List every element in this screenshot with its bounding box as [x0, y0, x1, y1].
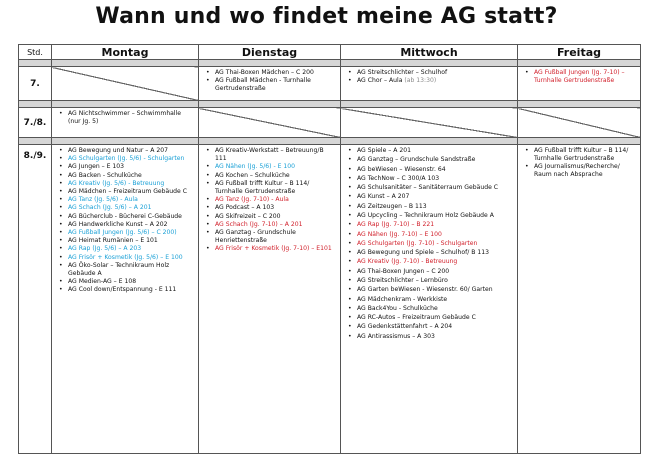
separator-row: [19, 101, 641, 108]
ag-entry: [357, 333, 514, 341]
ag-entry-text: AG Cool down/Entspannung - E 111: [68, 286, 177, 294]
ag-entry-text: AG Handwerkliche Kunst – A 202: [68, 220, 168, 228]
ag-entry-text: AG Kunst – A 207: [357, 193, 410, 201]
ag-entry: [357, 203, 514, 211]
ag-entry: [357, 286, 514, 294]
ag-entry-text: AG Jungen – E 103: [68, 163, 125, 171]
ag-entry-note: (ab 13:30): [404, 77, 437, 85]
ag-entry: [357, 258, 514, 266]
ag-entry: [357, 147, 514, 155]
ag-entry: [68, 278, 195, 286]
ag-entry-text: AG Mädchenkram - Werkkiste: [357, 295, 448, 303]
ag-entry-text: AG Thai-Boxen Jungen – C 200: [357, 267, 450, 275]
schedule-table: [18, 44, 641, 454]
cell-monday: [52, 108, 199, 138]
ag-entry-text: AG Schulgarten (Jg. 7-10) - Schulgarten: [357, 239, 478, 247]
ag-entry-text: AG Chor – Aula: [357, 77, 403, 85]
ag-entry-text: AG Streitschlichter – Schulhof: [357, 69, 448, 76]
ag-entry: [215, 213, 337, 221]
ag-entry-text: AG Schach (Jg. 7-10) – A 201: [215, 220, 303, 228]
ag-entry-text: AG beWiesen – Wiesenstr. 64: [357, 165, 446, 173]
ag-entry-text: AG Medien-AG – E 108: [68, 278, 137, 286]
ag-entry: [357, 212, 514, 220]
header-monday: Montag: [52, 45, 199, 60]
ag-entry: [68, 155, 195, 163]
row-period-89: [19, 145, 641, 454]
ag-entry: [215, 180, 337, 196]
ag-entry: [68, 229, 195, 237]
ag-entry-text: AG Gedenkstättenfahrt – A 204: [357, 323, 453, 331]
cell-wednesday: [341, 67, 518, 101]
cell-monday: [52, 145, 199, 454]
ag-entry-text: AG Fußball trifft Kultur – B 114/ Turnhalle Gertrudenstraße: [534, 147, 629, 163]
ag-entry: [357, 77, 514, 85]
ag-entry-text: AG Thai-Boxen Mädchen – C 200: [215, 69, 314, 76]
ag-entry-text: AG Backen - Schulküche: [68, 171, 142, 179]
ag-entry-text: AG Schulsanitäter – Sanitäterraum Gebäude C: [357, 184, 499, 192]
ag-entry: [68, 262, 195, 278]
empty-cell: [52, 67, 199, 101]
ag-entry: [68, 110, 195, 126]
ag-entry-text: AG Mädchen – Freizeitraum Gebäude C: [68, 188, 187, 196]
ag-entry: [534, 147, 637, 163]
ag-list: [199, 147, 340, 254]
ag-entry: [357, 314, 514, 322]
ag-entry-text: AG Podcast – A 103: [215, 204, 275, 212]
ag-entry: [215, 172, 337, 180]
ag-entry-text: AG Nähen (Jg. 5/6) - E 100: [215, 163, 296, 171]
ag-list: [199, 69, 340, 93]
empty-cell: [341, 108, 518, 138]
ag-entry: [357, 231, 514, 239]
row-period-7: [19, 67, 641, 101]
ag-entry-text: AG Skifreizeit – C 200: [215, 212, 281, 220]
ag-entry: [215, 229, 337, 245]
ag-entry: [357, 166, 514, 174]
ag-entry: [357, 240, 514, 248]
page-title: Wann und wo findet meine AG statt?: [95, 4, 558, 29]
ag-entry: [68, 254, 195, 262]
ag-entry: [68, 196, 195, 204]
ag-entry-text: AG Streitschlichter – Lernbüro: [357, 276, 448, 284]
ag-entry-text: AG Rap (Jg. 5/6) – A 203: [68, 245, 142, 253]
ag-entry: [357, 184, 514, 192]
ag-entry-text: AG Kreativ (Jg. 7-10) - Betreuung: [357, 258, 458, 266]
row-period-78: [19, 108, 641, 138]
ag-entry: [68, 204, 195, 212]
ag-entry: [357, 277, 514, 285]
header-std: Std.: [19, 45, 52, 60]
cell-friday: [518, 67, 641, 101]
ag-entry-text: AG TechNow – C 300/A 103: [357, 174, 440, 182]
ag-entry: [215, 196, 337, 204]
ag-entry-text: AG Bewegung und Natur – A 207: [68, 147, 169, 154]
ag-entry-text: AG Nähen (Jg. 7-10) – E 100: [357, 230, 442, 238]
ag-entry: [215, 204, 337, 212]
cell-friday: [518, 145, 641, 454]
period-label: 7.: [19, 67, 52, 101]
ag-entry-text: AG Bücherclub - Bücherei C-Gebäude: [68, 212, 182, 220]
ag-entry: [357, 69, 514, 77]
ag-entry: [534, 163, 637, 179]
ag-entry-text: AG Rap (Jg. 7-10) – B 221: [357, 221, 435, 229]
ag-entry: [215, 245, 337, 253]
ag-entry: [357, 249, 514, 257]
ag-entry: [357, 175, 514, 183]
cell-tuesday: [199, 145, 341, 454]
ag-entry-text: AG Schach (Jg. 5/6) – A 201: [68, 204, 152, 212]
ag-entry-text: AG Heimat Rumänien – E 101: [68, 237, 158, 245]
ag-entry-text: AG Bewegung und Spiele – Schulhof/ B 113: [357, 249, 489, 257]
empty-cell: [199, 108, 341, 138]
separator-row: [19, 138, 641, 145]
ag-entry: [68, 213, 195, 221]
period-label: 8./9.: [19, 145, 52, 454]
header-friday: Freitag: [518, 45, 641, 60]
ag-entry-text: AG RC-Autos – Freizeitraum Gebäude C: [357, 314, 476, 322]
ag-entry-text: AG Back4You - Schulküche: [357, 304, 438, 312]
ag-entry: [357, 323, 514, 331]
separator-row: [19, 60, 641, 67]
ag-list: [341, 147, 517, 341]
empty-cell: [518, 108, 641, 138]
ag-entry: [357, 193, 514, 201]
ag-entry-text: AG Fußball trifft Kultur – B 114/ Turnhalle Gertrudenstraße: [215, 179, 310, 196]
ag-entry-text: AG Antirassismus – A 303: [357, 332, 435, 340]
ag-entry-text: AG Fußball Mädchen - Turnhalle Gertrudenstraße: [215, 77, 311, 93]
ag-entry: [357, 221, 514, 229]
ag-entry: [215, 77, 337, 93]
cell-tuesday: [199, 67, 341, 101]
ag-list: [52, 147, 198, 295]
ag-entry-text: AG Upcycling – Technikraum Holz Gebäude A: [357, 211, 494, 219]
ag-list: [52, 110, 198, 126]
ag-entry: [215, 163, 337, 171]
ag-entry: [357, 296, 514, 304]
ag-entry-text: AG Frisör + Kosmetik (Jg. 7-10) – E101: [215, 245, 332, 253]
ag-entry-text: AG Zeitzeugen – B 113: [357, 202, 427, 210]
header-row: [19, 45, 641, 60]
ag-entry: [68, 147, 195, 155]
ag-entry: [357, 156, 514, 164]
ag-entry-text: AG Öko-Solar – Technikraum Holz Gebäude A: [68, 261, 170, 278]
header-wednesday: Mittwoch: [341, 45, 518, 60]
ag-entry: [68, 286, 195, 294]
ag-entry: [68, 188, 195, 196]
period-label: 7./8.: [19, 108, 52, 138]
ag-entry: [534, 69, 637, 85]
ag-entry-text: AG Ganztag – Grundschule Sandstraße: [357, 156, 476, 164]
ag-list: [341, 69, 517, 85]
ag-entry: [68, 163, 195, 171]
ag-entry-text: AG Frisör + Kosmetik (Jg. 5/6) – E 100: [68, 253, 183, 261]
ag-entry: [357, 268, 514, 276]
ag-entry-text: AG Fußball Jungen (Jg. 5/6) – C 200): [68, 229, 177, 237]
ag-entry-text: AG Fußball Jungen (Jg. 7-10) – Turnhalle Gertrudenstraße: [534, 69, 625, 85]
ag-entry-text: AG Kreativ (Jg. 5/6) - Betreuung: [68, 179, 165, 187]
ag-entry: [215, 147, 337, 163]
ag-entry-text: AG Garten beWiesen - Wiesenstr. 60/ Garten: [357, 286, 493, 294]
ag-entry-text: AG Schulgarten (Jg. 5/6) - Schulgarten: [68, 155, 185, 163]
header-tuesday: Dienstag: [199, 45, 341, 60]
ag-entry-text: AG Kochen – Schulküche: [215, 171, 290, 179]
cell-wednesday: [341, 145, 518, 454]
ag-entry: [68, 221, 195, 229]
ag-entry-text: AG Kreativ-Werkstatt – Betreuung/B 111: [215, 147, 324, 163]
ag-entry: [357, 305, 514, 313]
ag-entry-text: AG Ganztag - Grundschule Henriettenstraße: [215, 229, 296, 245]
ag-entry: [68, 180, 195, 188]
ag-entry: [68, 172, 195, 180]
ag-entry: [215, 69, 337, 77]
ag-entry-text: AG Journalismus/Recherche/ Raum nach Absprache: [534, 163, 620, 179]
ag-list: [518, 147, 640, 179]
ag-entry: [68, 245, 195, 253]
ag-list: [518, 69, 640, 85]
ag-entry-text: AG Nichtschwimmer – Schwimmhalle (nur Jg. 5): [68, 110, 182, 126]
ag-entry: [215, 221, 337, 229]
ag-entry-text: AG Spiele – A 201: [357, 147, 411, 154]
ag-entry-text: AG Tanz (Jg. 7-10) - Aula: [215, 196, 289, 204]
ag-entry-text: AG Tanz (Jg. 5/6) - Aula: [68, 196, 138, 204]
ag-entry: [68, 237, 195, 245]
